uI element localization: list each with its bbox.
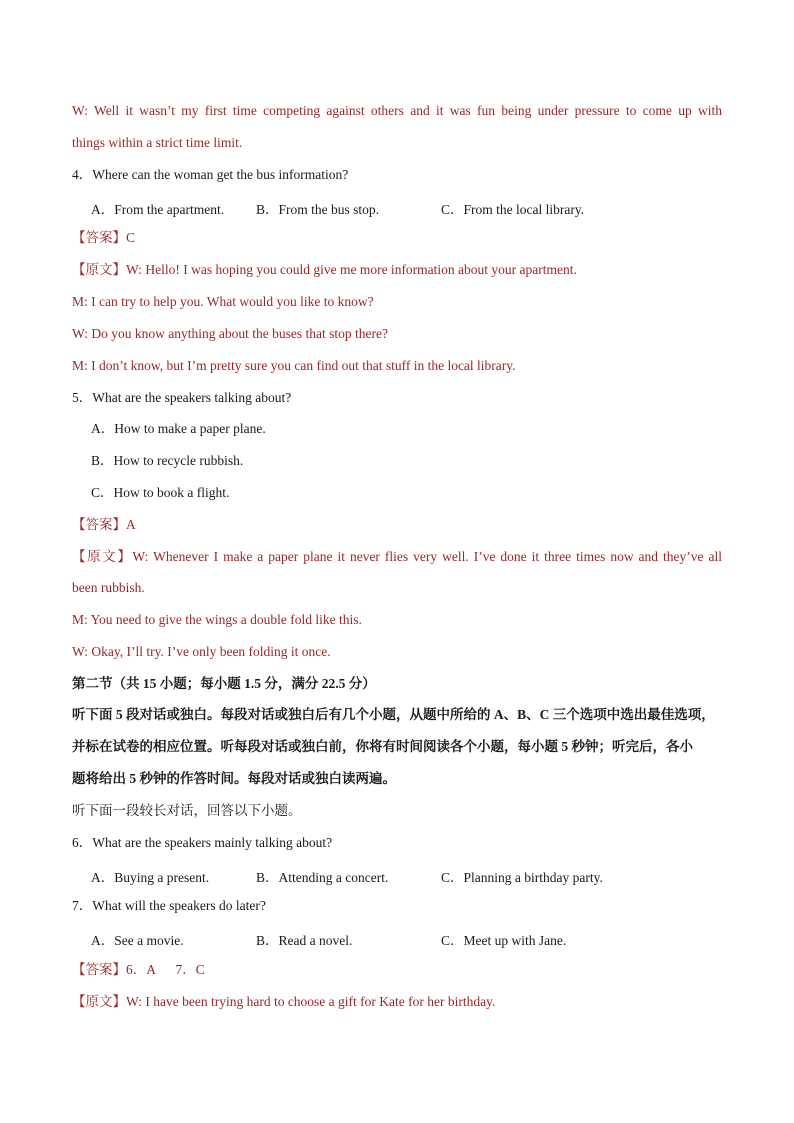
q4-option-a: A．From the apartment. <box>91 202 225 217</box>
transcript-line: W: Okay, I’ll try. I’ve only been folding it once. <box>72 644 331 659</box>
transcript-line: 【原文】W: Hello! I was hoping you could give me more information about your apartment. <box>72 262 577 277</box>
transcript-line: been rubbish. <box>72 580 145 595</box>
q5-option-a: A．How to make a paper plane. <box>91 421 266 436</box>
transcript-line: W: Well it wasn’t my first time competing against others and it was fun being under pressure to come up with <box>72 103 722 118</box>
q7-option-c: C．Meet up with Jane. <box>441 933 567 948</box>
question-4: 4．Where can the woman get the bus information? <box>72 167 349 182</box>
transcript-line: M: I don’t know, but I’m pretty sure you can find out that stuff in the local library. <box>72 358 516 373</box>
section-instructions: 题将给出 5 秒钟的作答时间。每段对话或独白读两遍。 <box>72 771 396 786</box>
q7-option-a: A．See a movie. <box>91 933 184 948</box>
q4-option-c: C．From the local library. <box>441 202 585 217</box>
transcript-line: 【原文】W: Whenever I make a paper plane it never flies very well. I’ve done it three times now and they’ve all <box>72 549 722 564</box>
transcript-line: M: You need to give the wings a double fold like this. <box>72 612 362 627</box>
answer-4: 【答案】C <box>72 230 136 245</box>
transcript-line: things within a strict time limit. <box>72 135 243 150</box>
q6-option-c: C．Planning a birthday party. <box>441 870 603 885</box>
question-6: 6．What are the speakers mainly talking about? <box>72 835 333 850</box>
section-2-heading: 第二节（共 15 小题；每小题 1.5 分，满分 22.5 分） <box>72 676 376 691</box>
section-instructions: 并标在试卷的相应位置。听每段对话或独白前，你将有时间阅读各个小题，每小题 5 秒钟；听完后，各小 <box>72 739 693 754</box>
question-5: 5．What are the speakers talking about? <box>72 390 292 405</box>
answer-5: 【答案】A <box>72 517 136 532</box>
question-7: 7．What will the speakers do later? <box>72 898 266 913</box>
transcript-line: W: Do you know anything about the buses that stop there? <box>72 326 388 341</box>
section-instructions: 听下面 5 段对话或独白。每段对话或独白后有几个小题，从题中所给的 A、B、C 三个选项中选出最佳选项， <box>72 707 715 722</box>
q4-option-b: B．From the bus stop. <box>256 202 380 217</box>
q5-option-c: C．How to book a flight. <box>91 485 230 500</box>
q5-option-b: B．How to recycle rubbish. <box>91 453 244 468</box>
q6-option-a: A．Buying a present. <box>91 870 210 885</box>
q6-option-b: B．Attending a concert. <box>256 870 389 885</box>
transcript-line: M: I can try to help you. What would you like to know? <box>72 294 374 309</box>
answer-6-7: 【答案】6．A 7．C <box>72 962 205 977</box>
listening-prompt: 听下面一段较长对话，回答以下小题。 <box>72 803 302 818</box>
transcript-line: 【原文】W: I have been trying hard to choose a gift for Kate for her birthday. <box>72 994 496 1009</box>
q7-option-b: B．Read a novel. <box>256 933 353 948</box>
